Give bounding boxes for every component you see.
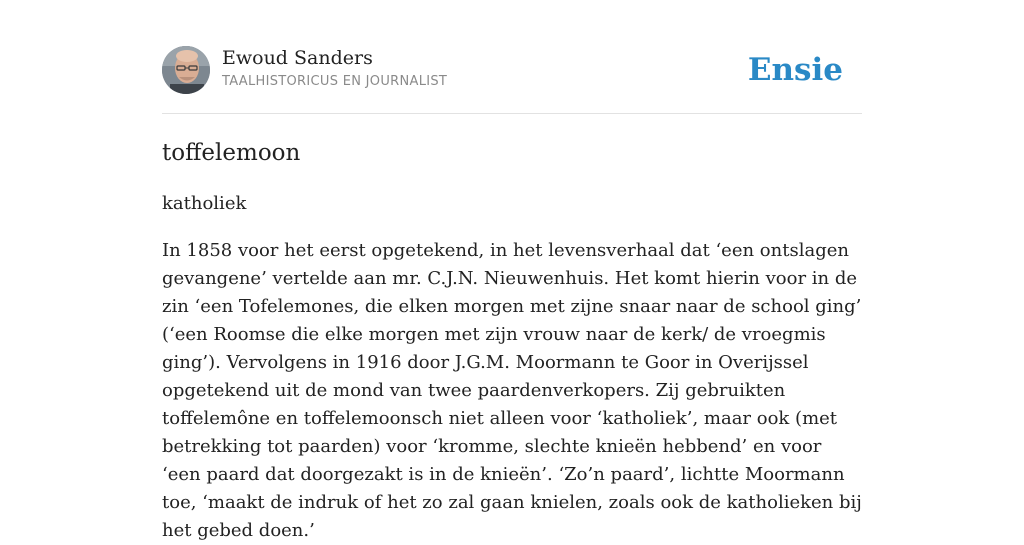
header-divider (162, 113, 862, 114)
entry-body: In 1858 voor het eerst opgetekend, in het levensverhaal dat ‘een ontslagen gevangene’ vertelde aan mr. C.J.N. Nieuwenhuis. Het komt hierin voor in de zin ‘een Tofelemones, die elken morgen met zijne snaar naar de school ging’ (‘een Roomse die elke morgen met zijn vrouw naar de kerk/ de vroegmis ging’). Vervolgens in 1916 door J.G.M. Moormann te Goor in Overijssel opgetekend uit de mond van twee paardenverkopers. Zij gebruikten toffelemône en toffelemoonsch niet alleen voor ‘katholiek’, maar ook (met betrekking tot paarden) voor ‘kromme, slechte knieën hebbend’ en voor ‘een paard dat doorgezakt is in de knieën’. ‘Zo’n paard’, lichtte Moormann toe, ‘maakt de indruk of het zo zal gaan knielen, zoals ook de katholieken bij het gebed doen.’ (162, 240, 862, 541)
brand-logo[interactable]: Ensie (747, 52, 843, 88)
author-header (162, 46, 862, 96)
avatar[interactable] (162, 46, 210, 94)
author-name[interactable]: Ewoud Sanders (222, 47, 373, 69)
avatar-photo-icon (162, 46, 210, 94)
author-role: TAALHISTORICUS EN JOURNALIST (222, 74, 448, 89)
entry-title: toffelemoon (162, 140, 301, 166)
entry-category: katholiek (162, 193, 247, 214)
